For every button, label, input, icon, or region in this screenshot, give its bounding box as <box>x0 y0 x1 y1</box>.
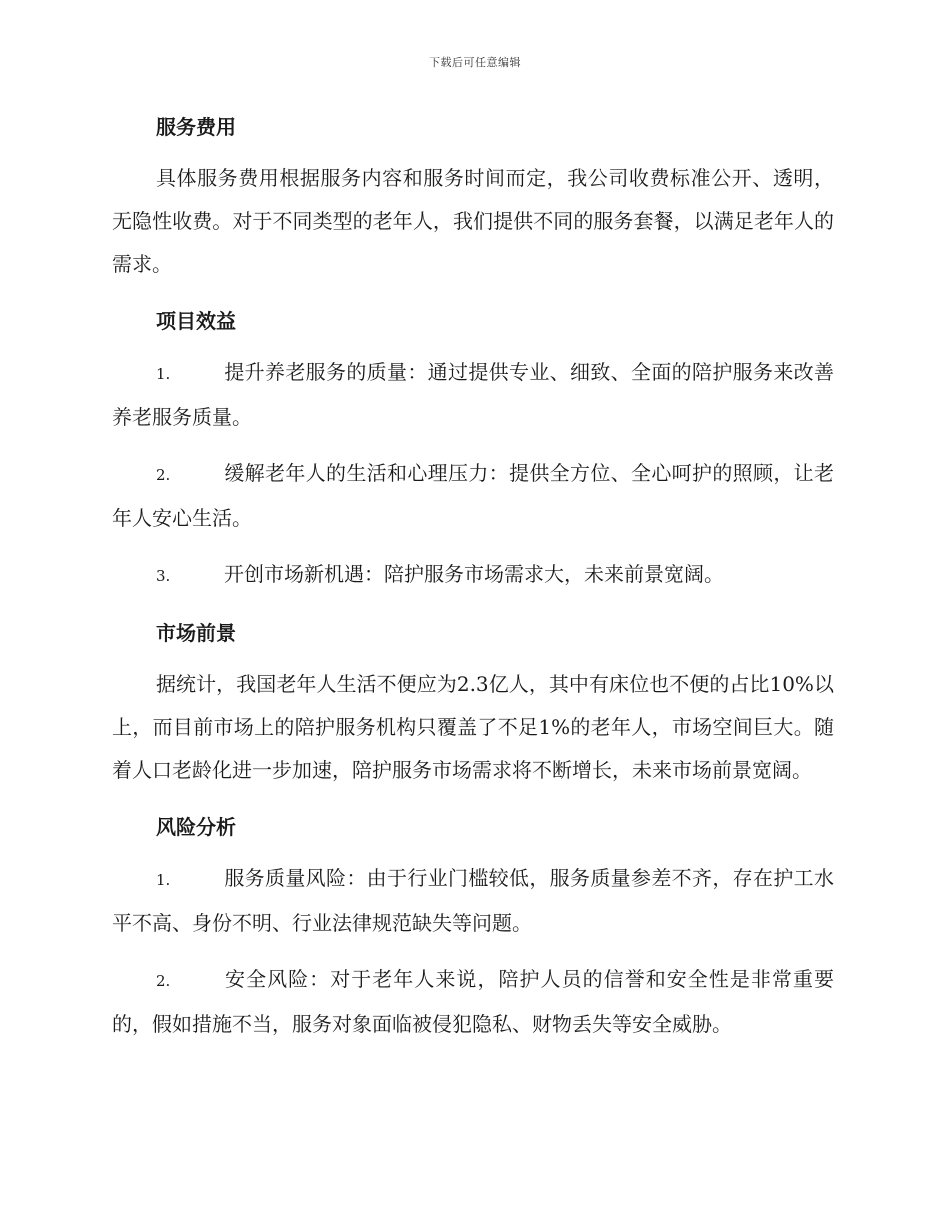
list-item <box>112 849 834 950</box>
list-number: 3. <box>156 567 171 585</box>
section-heading-fees: 服务费用 <box>156 115 236 139</box>
list-item <box>112 950 834 1051</box>
list-item <box>112 444 834 545</box>
list-number: 2. <box>156 466 171 484</box>
paragraph-market: 据统计，我国老年人生活不便应为2.3亿人，其中有床位也不便的占比10%以上，而目前市场上的陪护服务机构只覆盖了不足1%的老年人，市场空间巨大。随着人口老龄化进一步加速，陪护服务市场需求将不断增长，未来市场前景宽阔。 <box>112 672 834 782</box>
section-heading-risk: 风险分析 <box>156 815 236 839</box>
list-number: 2. <box>156 972 171 990</box>
list-number: 1. <box>156 365 171 383</box>
document-body <box>112 105 834 1051</box>
section-heading-benefits: 项目效益 <box>156 309 236 333</box>
section-heading-market: 市场前景 <box>156 621 236 645</box>
list-item-text: 开创市场新机遇：陪护服务市场需求大，未来前景宽阔。 <box>224 562 724 586</box>
list-item-text: 服务质量风险：由于行业门槛较低，服务质量参差不齐，存在护工水平不高、身份不明、行业法律规范缺失等问题。 <box>112 866 834 935</box>
list-item <box>112 343 834 444</box>
page-header: 下载后可任意编辑 <box>429 56 521 69</box>
list-item-text: 缓解老年人的生活和心理压力：提供全方位、全心呵护的照顾，让老年人安心生活。 <box>112 461 834 530</box>
list-item-text: 提升养老服务的质量：通过提供专业、细致、全面的陪护服务来改善养老服务质量。 <box>112 360 834 429</box>
list-item <box>112 545 834 603</box>
paragraph-fees: 具体服务费用根据服务内容和服务时间而定，我公司收费标准公开、透明，无隐性收费。对于不同类型的老年人，我们提供不同的服务套餐，以满足老年人的需求。 <box>112 166 834 276</box>
list-number: 1. <box>156 871 171 889</box>
list-item-text: 安全风险：对于老年人来说，陪护人员的信誉和安全性是非常重要的，假如措施不当，服务对象面临被侵犯隐私、财物丢失等安全威胁。 <box>112 967 834 1036</box>
